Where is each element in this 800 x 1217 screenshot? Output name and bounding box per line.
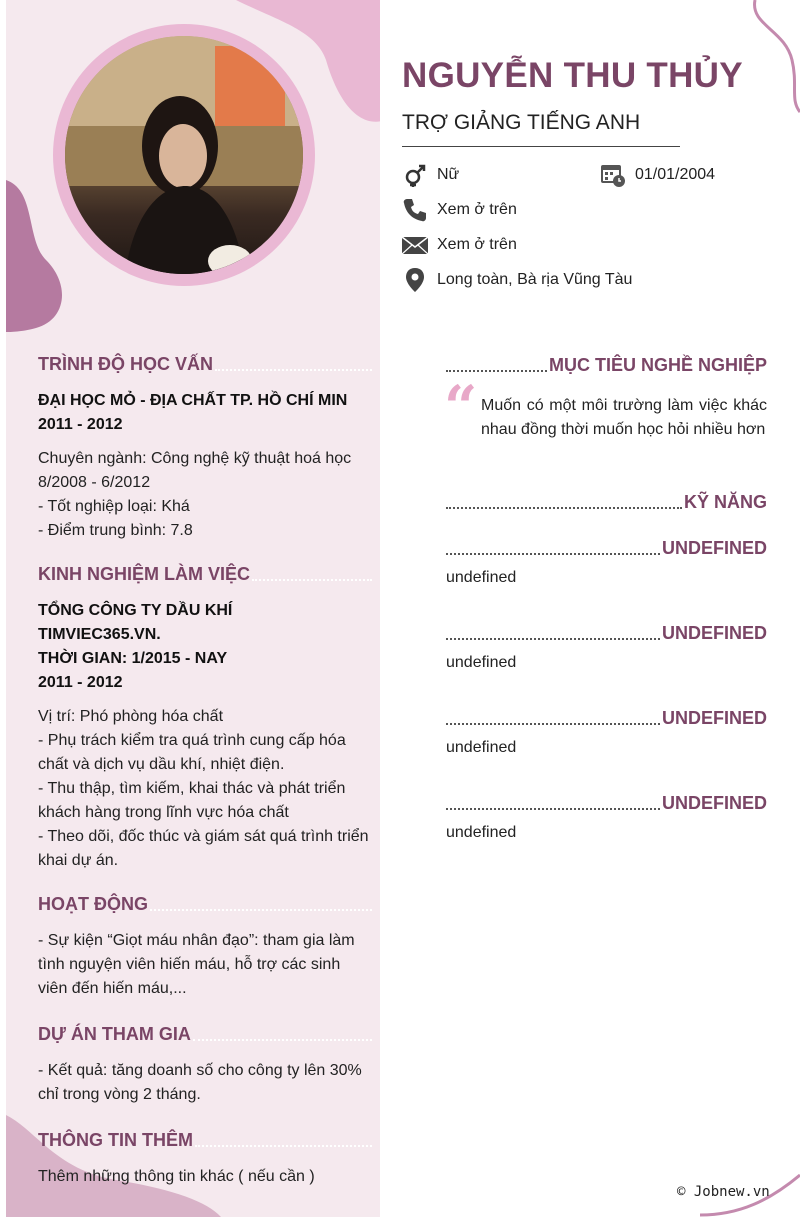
skill-desc: undefined bbox=[446, 739, 517, 756]
experience-company: TỔNG CÔNG TY DẦU KHÍ TIMVIEC365.VN. THỜI GIAN: 1/2015 - NAY 2011 - 2012 bbox=[38, 602, 233, 691]
gender-row bbox=[402, 162, 459, 188]
education-details bbox=[38, 447, 372, 543]
sidebar bbox=[6, 0, 380, 1217]
objective-title: MỤC TIÊU NGHỀ NGHIỆP bbox=[446, 355, 767, 376]
quote-icon: “ bbox=[444, 373, 478, 441]
skills-title: KỸ NĂNG bbox=[446, 492, 767, 513]
footer-credit: © Jobnew.vn bbox=[677, 1184, 770, 1200]
experience-section bbox=[38, 564, 372, 873]
projects-text: - Kết quả: tăng doanh số cho công ty lên 30% chỉ trong vòng 2 tháng. bbox=[38, 1062, 362, 1103]
projects-section bbox=[38, 1024, 372, 1107]
experience-line: - Phụ trách kiểm tra quá trình cung cấp hóa chất và dịch vụ dầu khí, nhiệt điện. bbox=[38, 732, 346, 773]
more-info-section bbox=[38, 1130, 372, 1189]
candidate-name: NGUYỄN THU THỦY bbox=[402, 56, 743, 95]
decor-swirl-top-right bbox=[740, 0, 800, 115]
email-row bbox=[402, 232, 517, 258]
envelope-icon bbox=[402, 232, 428, 258]
skill-name: UNDEFINED bbox=[446, 623, 767, 644]
email-value: Xem ở trên bbox=[437, 236, 517, 253]
birthday-value: 01/01/2004 bbox=[635, 166, 716, 183]
phone-row bbox=[402, 197, 517, 223]
calendar-icon bbox=[600, 162, 626, 188]
education-title: TRÌNH ĐỘ HỌC VẤN bbox=[38, 354, 372, 375]
objective-text: Muốn có một môi trường làm việc khác nhau đồng thời muốn học hỏi nhiều hơn bbox=[481, 397, 767, 438]
education-line: Chuyên ngành: Công nghệ kỹ thuật hoá học 8/2008 - 6/2012 bbox=[38, 450, 352, 491]
experience-line: - Thu thập, tìm kiếm, khai thác và phát triển khách hàng trong lĩnh vực hóa chất bbox=[38, 780, 346, 821]
skill-desc: undefined bbox=[446, 654, 517, 671]
avatar-frame bbox=[53, 24, 315, 286]
title-divider bbox=[402, 146, 680, 147]
avatar-photo bbox=[65, 36, 303, 274]
gender-value: Nữ bbox=[437, 166, 460, 183]
activities-title: HOẠT ĐỘNG bbox=[38, 894, 372, 915]
birthday-row bbox=[600, 162, 715, 188]
skill-name: UNDEFINED bbox=[446, 793, 767, 814]
experience-line: Vị trí: Phó phòng hóa chất bbox=[38, 708, 224, 725]
education-school: ĐẠI HỌC MỎ - ĐỊA CHẤT TP. HỒ CHÍ MIN 2011 - 2012 bbox=[38, 392, 348, 433]
experience-line: - Theo dõi, đốc thúc và giám sát quá trình triển khai dự án. bbox=[38, 828, 369, 869]
skill-desc: undefined bbox=[446, 569, 517, 586]
activities-text: - Sự kiện “Giọt máu nhân đạo”: tham gia làm tình nguyện viên hiến máu, hỗ trợ các sinh viên đến hiến máu,... bbox=[38, 932, 355, 997]
projects-title: DỰ ÁN THAM GIA bbox=[38, 1024, 372, 1045]
location-pin-icon bbox=[402, 267, 428, 293]
more-info-text: Thêm những thông tin khác ( nếu cần ) bbox=[38, 1168, 315, 1185]
more-info-title: THÔNG TIN THÊM bbox=[38, 1130, 372, 1151]
education-line: - Điểm trung bình: 7.8 bbox=[38, 522, 193, 539]
education-section bbox=[38, 354, 372, 543]
gender-icon bbox=[402, 162, 428, 188]
address-value: Long toàn, Bà rịa Vũng Tàu bbox=[437, 271, 633, 288]
education-line: - Tốt nghiệp loại: Khá bbox=[38, 498, 190, 515]
activities-section bbox=[38, 894, 372, 1001]
job-title: TRỢ GIẢNG TIẾNG ANH bbox=[402, 111, 641, 134]
skill-name: UNDEFINED bbox=[446, 538, 767, 559]
skill-name: UNDEFINED bbox=[446, 708, 767, 729]
experience-title: KINH NGHIỆM LÀM VIỆC bbox=[38, 564, 372, 585]
phone-icon bbox=[402, 197, 428, 223]
skill-desc: undefined bbox=[446, 824, 517, 841]
experience-details bbox=[38, 705, 372, 873]
phone-value: Xem ở trên bbox=[437, 201, 517, 218]
address-row bbox=[402, 267, 632, 293]
